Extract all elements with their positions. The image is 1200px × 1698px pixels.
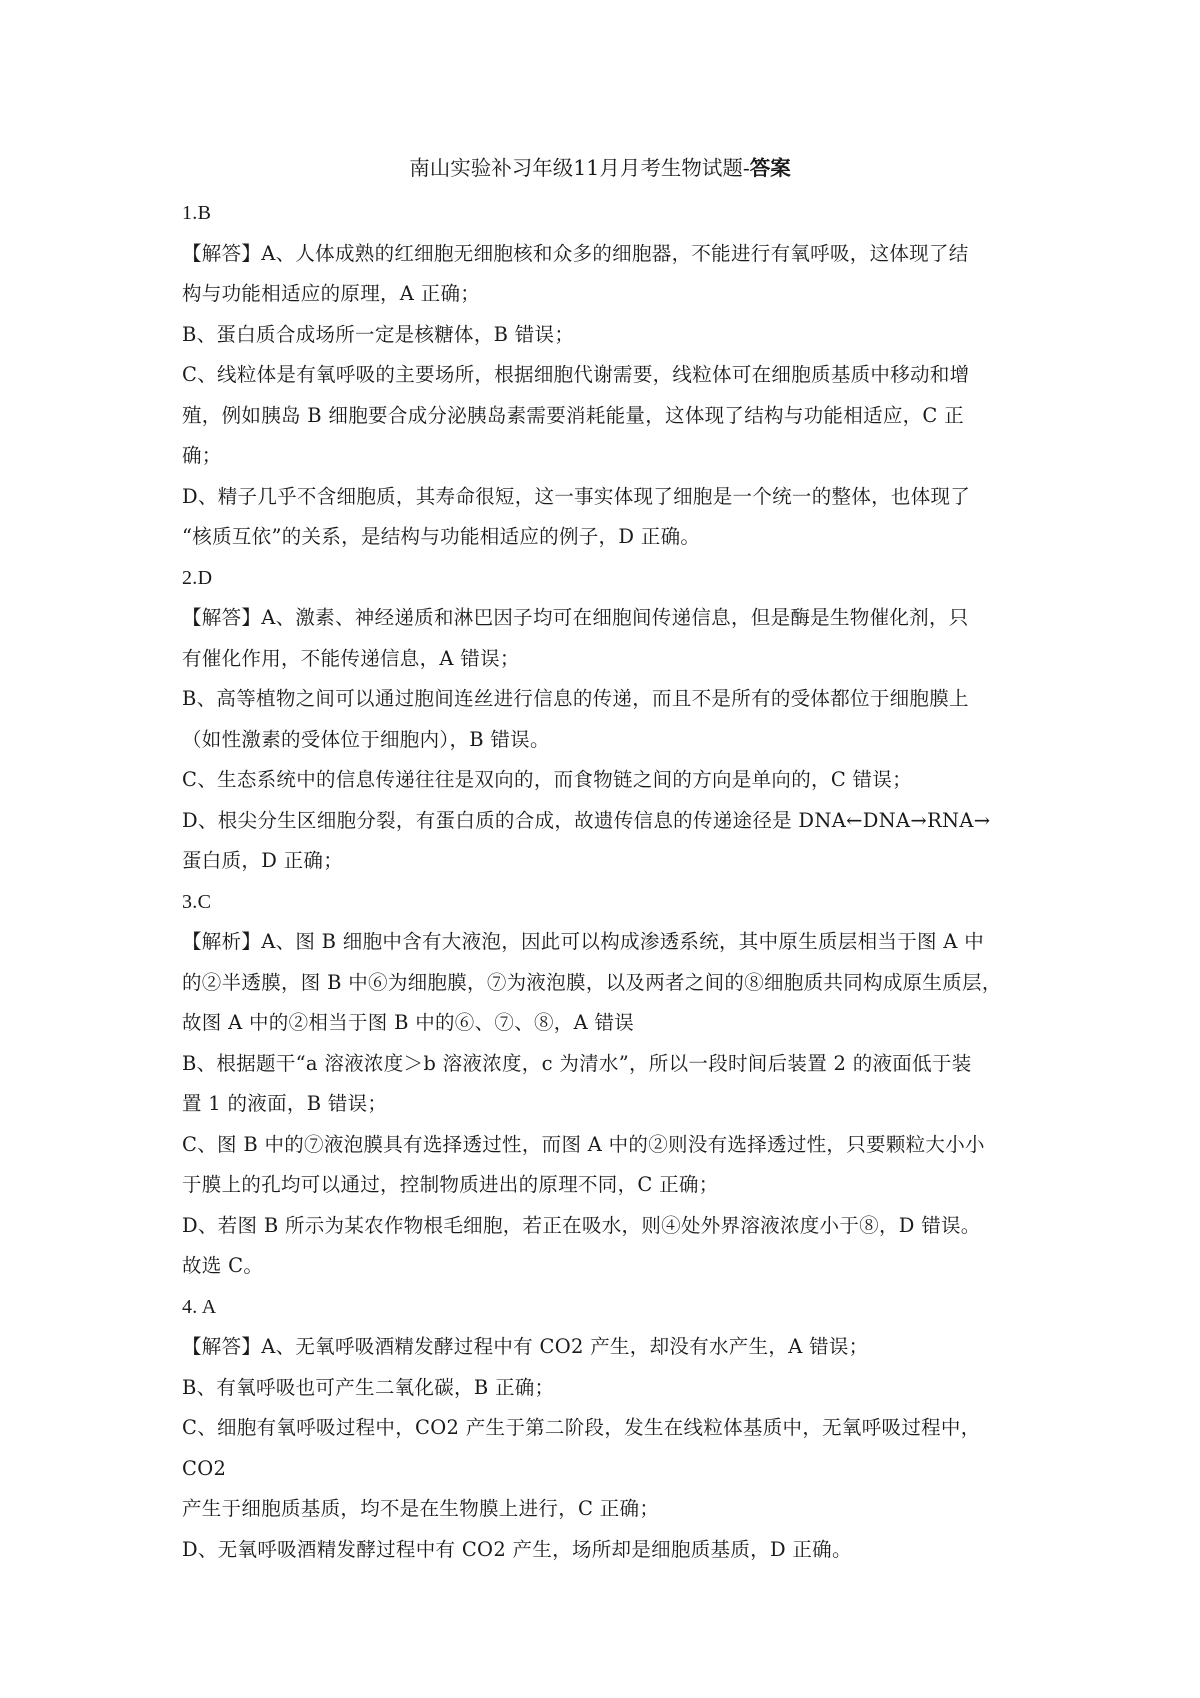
text-line: 【解析】A、图 B 细胞中含有大液泡，因此可以构成渗透系统，其中原生质层相当于图 A 中 bbox=[182, 930, 984, 953]
text-line: 蛋白质，D 正确； bbox=[182, 849, 344, 872]
text-line: D、无氧呼吸酒精发酵过程中有 CO2 产生，场所却是细胞质基质，D 正确。 bbox=[182, 1537, 852, 1561]
text-line: 的②半透膜，图 B 中⑥为细胞膜，⑦为液泡膜，以及两者之间的⑧细胞质共同构成原生质层， bbox=[182, 970, 1002, 994]
text-line: 置 1 的液面，B 错误； bbox=[182, 1092, 388, 1115]
text-line: 确； bbox=[182, 444, 222, 467]
text-line: B、根据题干“a 溶液浓度＞b 溶液浓度，c 为清水”，所以一段时间后装置 2 的液面低于装 bbox=[182, 1051, 972, 1075]
text-line: 于膜上的孔均可以通过，控制物质进出的原理不同，C 正确； bbox=[182, 1173, 719, 1196]
text-line: 故图 A 中的②相当于图 B 中的⑥、⑦、⑧，A 错误 bbox=[182, 1011, 635, 1034]
text-line: 构与功能相适应的原理，A 正确； bbox=[182, 282, 481, 305]
text-line: C、线粒体是有氧呼吸的主要场所，根据细胞代谢需要，线粒体可在细胞质基质中移动和增 bbox=[182, 363, 970, 386]
text-line: B、蛋白质合成场所一定是核糖体，B 错误； bbox=[182, 322, 575, 346]
text-line: D、精子几乎不含细胞质，其寿命很短，这一事实体现了细胞是一个统一的整体，也体现了 bbox=[182, 484, 971, 508]
text-line: B、有氧呼吸也可产生二氧化碳，B 正确； bbox=[182, 1375, 555, 1399]
question-number-1: 1.B bbox=[182, 202, 212, 224]
text-line: 有催化作用，不能传递信息，A 错误； bbox=[182, 646, 520, 670]
question-number-4: 4. A bbox=[182, 1295, 217, 1318]
text-line: （如性激素的受体位于细胞内），B 错误。 bbox=[182, 727, 550, 751]
text-line: D、若图 B 所示为某农作物根毛细胞，若正在吸水，则④处外界溶液浓度小于⑧，D 错误。 bbox=[182, 1213, 981, 1237]
text-line: 【解答】A、人体成熟的红细胞无细胞核和众多的细胞器，不能进行有氧呼吸，这体现了结 bbox=[182, 241, 969, 265]
text-line: 【解答】A、无氧呼吸酒精发酵过程中有 CO2 产生，却没有水产生，A 错误； bbox=[182, 1335, 869, 1358]
title-main: 南山实验补习年级11月月考生物试题- bbox=[409, 156, 750, 180]
text-line: 故选 C。 bbox=[182, 1254, 264, 1277]
title-bold: 答案 bbox=[749, 156, 791, 180]
text-line: B、高等植物之间可以通过胞间连丝进行信息的传递，而且不是所有的受体都位于细胞膜上 bbox=[182, 687, 969, 710]
text-line: 殖，例如胰岛 B 细胞要合成分泌胰岛素需要消耗能量，这体现了结构与功能相适应，C 正 bbox=[182, 403, 964, 427]
question-number-3: 3.C bbox=[182, 890, 212, 913]
text-line: “核质互依”的关系，是结构与功能相适应的例子，D 正确。 bbox=[182, 525, 701, 548]
page-title bbox=[0, 153, 1200, 183]
text-line: 【解答】A、激素、神经递质和淋巴因子均可在细胞间传递信息，但是酶是生物催化剂，只 bbox=[182, 606, 969, 629]
text-line: D、根尖分生区细胞分裂，有蛋白质的合成，故遗传信息的传递途径是 DNA←DNA→RNA→ bbox=[182, 808, 991, 832]
question-number-2: 2.D bbox=[182, 566, 213, 589]
text-line: C、生态系统中的信息传递往往是双向的，而食物链之间的方向是单向的，C 错误； bbox=[182, 768, 912, 791]
text-line: C、细胞有氧呼吸过程中，CO2 产生于第二阶段，发生在线粒体基质中，无氧呼吸过程中，CO2 bbox=[182, 1416, 981, 1480]
text-line: 产生于细胞质基质，均不是在生物膜上进行，C 正确； bbox=[182, 1497, 660, 1520]
answer-content bbox=[182, 193, 1022, 1570]
text-line: C、图 B 中的⑦液泡膜具有选择透过性，而图 A 中的②则没有选择透过性，只要颗粒大小小 bbox=[182, 1132, 985, 1156]
